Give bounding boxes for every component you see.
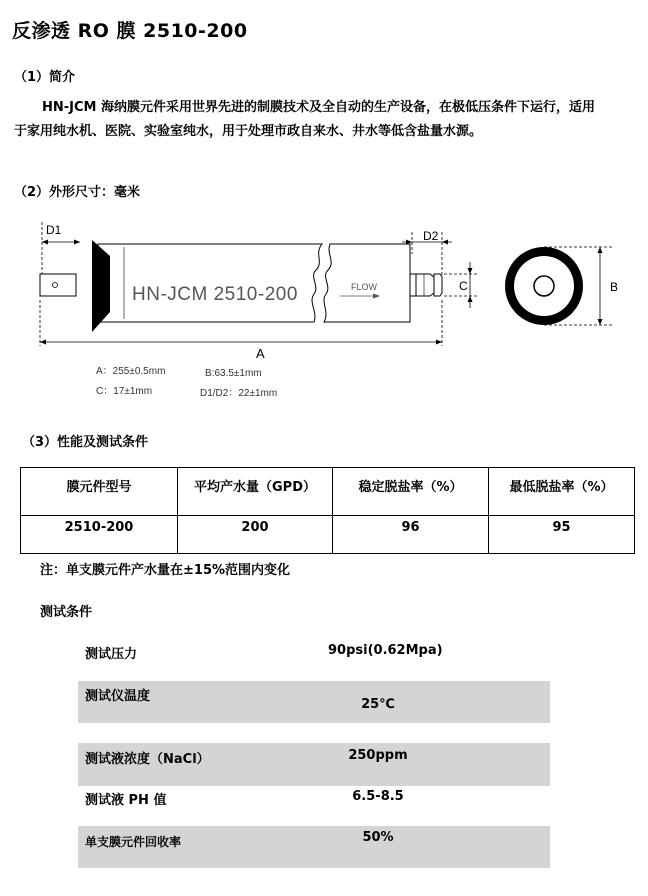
test-row-ph	[78, 786, 550, 810]
cell-min-rejection: 95	[489, 516, 635, 554]
test-label: 测试压力	[85, 647, 138, 662]
header-min-rejection: 最低脱盐率（%）	[489, 468, 635, 516]
test-label: 测试液浓度（NaCl）	[85, 752, 210, 767]
intro-line-2: 于家用纯水机、医院、实验室纯水，用于处理市政自来水、井水等低含盐量水源。	[14, 124, 483, 139]
spec-b: B:63.5±1mm	[205, 368, 262, 379]
test-row-recovery	[78, 826, 550, 868]
test-value: 90psi(0.62Mpa)	[328, 643, 443, 658]
test-row-concentration	[78, 743, 550, 786]
dimension-diagram	[0, 210, 648, 410]
test-label: 测试仪温度	[85, 689, 151, 704]
spec-a: A：255±0.5mm	[96, 366, 166, 377]
header-model: 膜元件型号	[21, 468, 178, 516]
cell-model: 2510-200	[21, 516, 178, 554]
header-flow: 平均产水量（GPD）	[178, 468, 333, 516]
performance-table	[20, 467, 635, 554]
cell-flow: 200	[178, 516, 333, 554]
label-d1: D1	[46, 223, 62, 237]
label-a: A	[256, 346, 265, 361]
test-label: 单支膜元件回收率	[85, 835, 182, 849]
test-value: 6.5-8.5	[352, 789, 404, 804]
spec-d: D1/D2：22±1mm	[200, 388, 278, 399]
flow-label: FLOW	[351, 282, 377, 292]
test-row-temperature	[78, 681, 550, 723]
test-conditions-title: 测试条件	[40, 605, 93, 620]
section-heading-dimensions: （2）外形尺寸：毫米	[14, 185, 141, 200]
table-row	[21, 516, 635, 554]
test-value: 50%	[362, 830, 394, 845]
test-value: 25℃	[361, 697, 395, 712]
spec-c: C：17±1mm	[96, 386, 153, 397]
cell-stable-rejection: 96	[333, 516, 489, 554]
label-b: B	[610, 280, 619, 294]
intro-paragraph	[14, 96, 638, 144]
section-heading-intro: （1）简介	[14, 70, 76, 85]
table-header-row	[21, 468, 635, 516]
label-d2: D2	[423, 229, 439, 243]
section-heading-performance: （3）性能及测试条件	[22, 435, 149, 450]
table-note: 注：单支膜元件产水量在±15%范围内变化	[40, 563, 291, 578]
intro-line-1: HN-JCM 海纳膜元件采用世界先进的制膜技术及全自动的生产设备，在极低压条件下运行，适用	[42, 100, 595, 115]
product-label: HN-JCM 2510-200	[132, 284, 298, 305]
header-stable-rejection: 稳定脱盐率（%）	[333, 468, 489, 516]
test-value: 250ppm	[348, 748, 408, 763]
test-label: 测试液 PH 值	[85, 793, 167, 808]
test-row-pressure	[78, 634, 550, 668]
label-c: C	[459, 279, 468, 293]
page-title: 反渗透 RO 膜 2510-200	[12, 20, 248, 42]
